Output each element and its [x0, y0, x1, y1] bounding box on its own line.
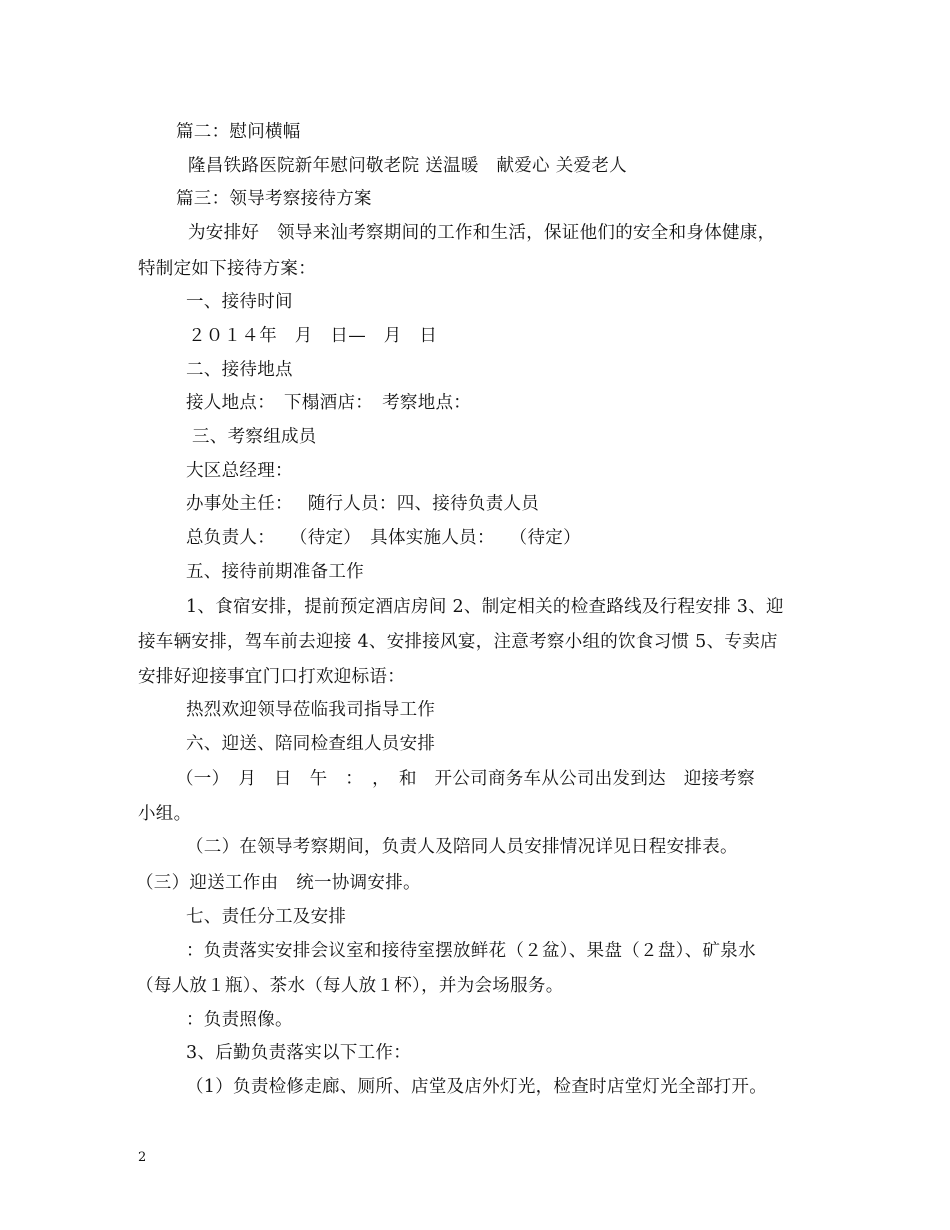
page-number: 2	[138, 1150, 147, 1165]
section-heading: 篇二：慰问横幅	[176, 122, 301, 142]
body-line: 办事处主任： 随行人员：四、接待负责人员	[186, 494, 540, 514]
body-line: 特制定如下接待方案：	[138, 259, 316, 279]
body-line: ２０１４年 月 日— 月 日	[188, 326, 438, 346]
body-line: ：负责落实安排会议室和接待室摆放鲜花（２盆）、果盘（２盘）、矿泉水	[186, 941, 756, 961]
body-line: 接人地点： 下榻酒店： 考察地点：	[186, 393, 472, 413]
body-line: 3、后勤负责落实以下工作：	[186, 1043, 412, 1063]
body-line: 为安排好 领导来汕考察期间的工作和生活，保证他们的安全和身体健康，	[188, 223, 776, 243]
section-heading: 五、接待前期准备工作	[186, 562, 364, 582]
body-line: （三）迎送工作由 统一协调安排。	[136, 873, 421, 893]
body-line: （1）负责检修走廊、厕所、店堂及店外灯光，检查时店堂灯光全部打开。	[186, 1077, 768, 1097]
body-line: 接车辆安排，驾车前去迎接 4、安排接风宴，注意考察小组的饮食习惯 5、专卖店	[138, 632, 778, 652]
body-line: 隆昌铁路医院新年慰问敬老院 送温暖 献爱心 关爱老人	[188, 156, 627, 176]
body-line: 热烈欢迎领导莅临我司指导工作	[186, 700, 436, 720]
body-line: （二）在领导考察期间，负责人及陪同人员安排情况详见日程安排表。	[186, 837, 738, 857]
body-line: 1、食宿安排，提前预定酒店房间 2、制定相关的检查路线及行程安排 3、迎	[186, 597, 784, 617]
body-line: 总负责人： （待定） 具体实施人员： （待定）	[186, 528, 581, 548]
body-line: 安排好迎接事宜门口打欢迎标语：	[138, 667, 405, 687]
section-heading: 三、考察组成员	[192, 427, 317, 447]
section-heading: 七、责任分工及安排	[186, 907, 347, 927]
body-line: 大区总经理：	[186, 461, 293, 481]
body-line: 小组。	[138, 804, 192, 824]
body-line: （每人放１瓶）、茶水（每人放１杯），并为会场服务。	[136, 976, 564, 996]
body-line: ：负责照像。	[186, 1010, 293, 1030]
section-heading: 篇三：领导考察接待方案	[176, 189, 372, 209]
section-heading: 六、迎送、陪同检查组人员安排	[186, 734, 436, 754]
section-heading: 一、接待时间	[186, 292, 293, 312]
body-line: （一） 月 日 午 ： ， 和 开公司商务车从公司出发到达 迎接考察	[176, 769, 755, 789]
section-heading: 二、接待地点	[186, 360, 293, 380]
